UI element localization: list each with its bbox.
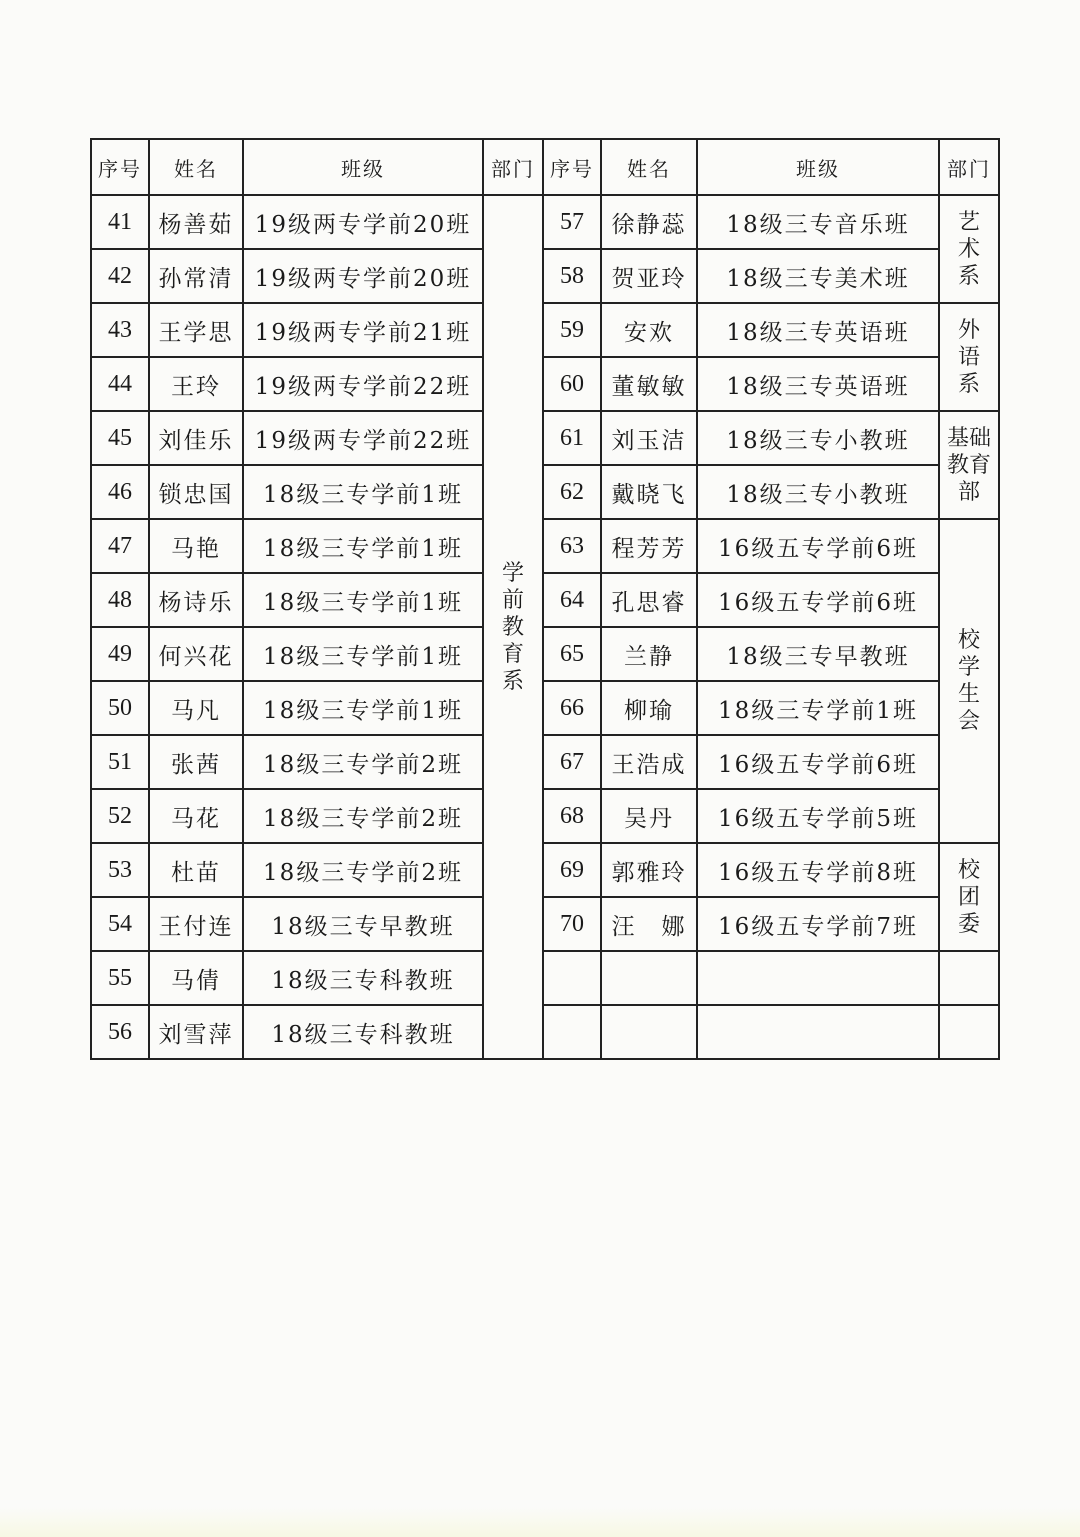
left-name-cell: 刘佳乐 <box>149 411 243 465</box>
right-dept-cell <box>939 411 999 519</box>
right-no-cell: 67 <box>543 735 601 789</box>
left-name-cell: 刘雪萍 <box>149 1005 243 1059</box>
left-no-cell: 51 <box>91 735 149 789</box>
left-no-cell: 45 <box>91 411 149 465</box>
right-no-cell: 65 <box>543 627 601 681</box>
left-no-cell: 50 <box>91 681 149 735</box>
right-no-cell-empty <box>543 951 601 1005</box>
left-name-cell: 王付连 <box>149 897 243 951</box>
left-class-cell: 18级三专学前1班 <box>243 519 483 573</box>
left-name-cell: 孙常清 <box>149 249 243 303</box>
header-left-name: 姓名 <box>149 139 243 195</box>
right-dept-label: 基础教育部 <box>946 425 991 505</box>
header-row <box>91 139 999 195</box>
left-name-cell: 何兴花 <box>149 627 243 681</box>
right-class-cell: 16级五专学前8班 <box>697 843 939 897</box>
right-name-cell: 王浩成 <box>601 735 697 789</box>
table-row <box>91 249 999 303</box>
right-name-cell: 安欢 <box>601 303 697 357</box>
right-no-cell: 58 <box>543 249 601 303</box>
left-class-cell: 18级三专学前2班 <box>243 843 483 897</box>
left-class-cell: 18级三专学前1班 <box>243 627 483 681</box>
header-right-name: 姓名 <box>601 139 697 195</box>
header-right-class: 班级 <box>697 139 939 195</box>
left-name-cell: 杨善茹 <box>149 195 243 249</box>
left-no-cell: 54 <box>91 897 149 951</box>
right-dept-cell <box>939 303 999 411</box>
right-class-cell-empty <box>697 951 939 1005</box>
right-class-cell: 18级三专英语班 <box>697 357 939 411</box>
right-dept-label: 外语系 <box>957 317 980 397</box>
header-right-no: 序号 <box>543 139 601 195</box>
table-row <box>91 897 999 951</box>
right-no-cell: 57 <box>543 195 601 249</box>
left-class-cell: 18级三专学前1班 <box>243 573 483 627</box>
left-no-cell: 53 <box>91 843 149 897</box>
right-dept-cell <box>939 519 999 843</box>
right-name-cell: 吴丹 <box>601 789 697 843</box>
right-no-cell: 69 <box>543 843 601 897</box>
left-class-cell: 19级两专学前22班 <box>243 411 483 465</box>
right-name-cell: 贺亚玲 <box>601 249 697 303</box>
left-no-cell: 43 <box>91 303 149 357</box>
scan-edge-tint <box>0 1507 1080 1537</box>
header-left-class: 班级 <box>243 139 483 195</box>
right-no-cell-empty <box>543 1005 601 1059</box>
left-name-cell: 张茜 <box>149 735 243 789</box>
right-class-cell-empty <box>697 1005 939 1059</box>
roster-table <box>90 138 1000 1060</box>
table-row <box>91 1005 999 1059</box>
right-name-cell: 兰静 <box>601 627 697 681</box>
right-class-cell: 18级三专音乐班 <box>697 195 939 249</box>
table-row <box>91 465 999 519</box>
left-class-cell: 19级两专学前20班 <box>243 195 483 249</box>
left-class-cell: 18级三专学前1班 <box>243 465 483 519</box>
right-no-cell: 60 <box>543 357 601 411</box>
right-name-cell: 程芳芳 <box>601 519 697 573</box>
table-row <box>91 303 999 357</box>
right-class-cell: 16级五专学前6班 <box>697 519 939 573</box>
left-no-cell: 52 <box>91 789 149 843</box>
right-class-cell: 18级三专早教班 <box>697 627 939 681</box>
left-name-cell: 王学思 <box>149 303 243 357</box>
right-no-cell: 68 <box>543 789 601 843</box>
left-no-cell: 56 <box>91 1005 149 1059</box>
table-row <box>91 357 999 411</box>
left-name-cell: 马倩 <box>149 951 243 1005</box>
left-class-cell: 19级两专学前21班 <box>243 303 483 357</box>
right-name-cell: 徐静蕊 <box>601 195 697 249</box>
right-dept-cell-empty <box>939 951 999 1005</box>
header-left-no: 序号 <box>91 139 149 195</box>
left-no-cell: 47 <box>91 519 149 573</box>
right-name-cell: 柳瑜 <box>601 681 697 735</box>
right-name-cell: 孔思睿 <box>601 573 697 627</box>
right-class-cell: 18级三专美术班 <box>697 249 939 303</box>
left-name-cell: 锁忠国 <box>149 465 243 519</box>
right-class-cell: 16级五专学前6班 <box>697 735 939 789</box>
right-no-cell: 64 <box>543 573 601 627</box>
right-name-cell-empty <box>601 1005 697 1059</box>
left-dept-label: 学前教育系 <box>501 560 524 694</box>
right-name-cell: 刘玉洁 <box>601 411 697 465</box>
table-row <box>91 573 999 627</box>
right-class-cell: 18级三专英语班 <box>697 303 939 357</box>
right-class-cell: 16级五专学前5班 <box>697 789 939 843</box>
left-class-cell: 19级两专学前20班 <box>243 249 483 303</box>
left-class-cell: 18级三专科教班 <box>243 1005 483 1059</box>
left-class-cell: 18级三专学前1班 <box>243 681 483 735</box>
table-row <box>91 789 999 843</box>
left-class-cell: 18级三专早教班 <box>243 897 483 951</box>
right-no-cell: 59 <box>543 303 601 357</box>
right-name-cell: 汪 娜 <box>601 897 697 951</box>
left-no-cell: 42 <box>91 249 149 303</box>
table-row <box>91 519 999 573</box>
right-dept-cell-empty <box>939 1005 999 1059</box>
left-no-cell: 41 <box>91 195 149 249</box>
right-no-cell: 66 <box>543 681 601 735</box>
left-name-cell: 马凡 <box>149 681 243 735</box>
right-name-cell: 董敏敏 <box>601 357 697 411</box>
left-no-cell: 55 <box>91 951 149 1005</box>
header-right-dept: 部门 <box>939 139 999 195</box>
right-class-cell: 18级三专小教班 <box>697 465 939 519</box>
left-class-cell: 18级三专学前2班 <box>243 789 483 843</box>
right-class-cell: 16级五专学前7班 <box>697 897 939 951</box>
left-name-cell: 杨诗乐 <box>149 573 243 627</box>
right-class-cell: 18级三专小教班 <box>697 411 939 465</box>
right-no-cell: 61 <box>543 411 601 465</box>
table-row <box>91 735 999 789</box>
right-dept-cell <box>939 195 999 303</box>
left-name-cell: 王玲 <box>149 357 243 411</box>
left-class-cell: 18级三专学前2班 <box>243 735 483 789</box>
left-dept-cell <box>483 195 543 1059</box>
table-row <box>91 195 999 249</box>
left-no-cell: 44 <box>91 357 149 411</box>
right-no-cell: 63 <box>543 519 601 573</box>
right-name-cell: 郭雅玲 <box>601 843 697 897</box>
right-no-cell: 70 <box>543 897 601 951</box>
right-dept-cell <box>939 843 999 951</box>
right-class-cell: 16级五专学前6班 <box>697 573 939 627</box>
header-left-dept: 部门 <box>483 139 543 195</box>
left-no-cell: 49 <box>91 627 149 681</box>
left-name-cell: 马花 <box>149 789 243 843</box>
table-row <box>91 627 999 681</box>
right-class-cell: 18级三专学前1班 <box>697 681 939 735</box>
left-name-cell: 马艳 <box>149 519 243 573</box>
document-sheet <box>90 138 998 1060</box>
left-no-cell: 46 <box>91 465 149 519</box>
right-name-cell: 戴晓飞 <box>601 465 697 519</box>
left-class-cell: 18级三专科教班 <box>243 951 483 1005</box>
right-dept-label: 艺术系 <box>957 209 980 289</box>
table-row <box>91 951 999 1005</box>
table-row <box>91 843 999 897</box>
right-name-cell-empty <box>601 951 697 1005</box>
table-row <box>91 411 999 465</box>
right-dept-label: 校团委 <box>957 857 980 937</box>
right-no-cell: 62 <box>543 465 601 519</box>
right-dept-label: 校学生会 <box>957 628 980 734</box>
table-row <box>91 681 999 735</box>
left-name-cell: 杜苗 <box>149 843 243 897</box>
left-class-cell: 19级两专学前22班 <box>243 357 483 411</box>
left-no-cell: 48 <box>91 573 149 627</box>
